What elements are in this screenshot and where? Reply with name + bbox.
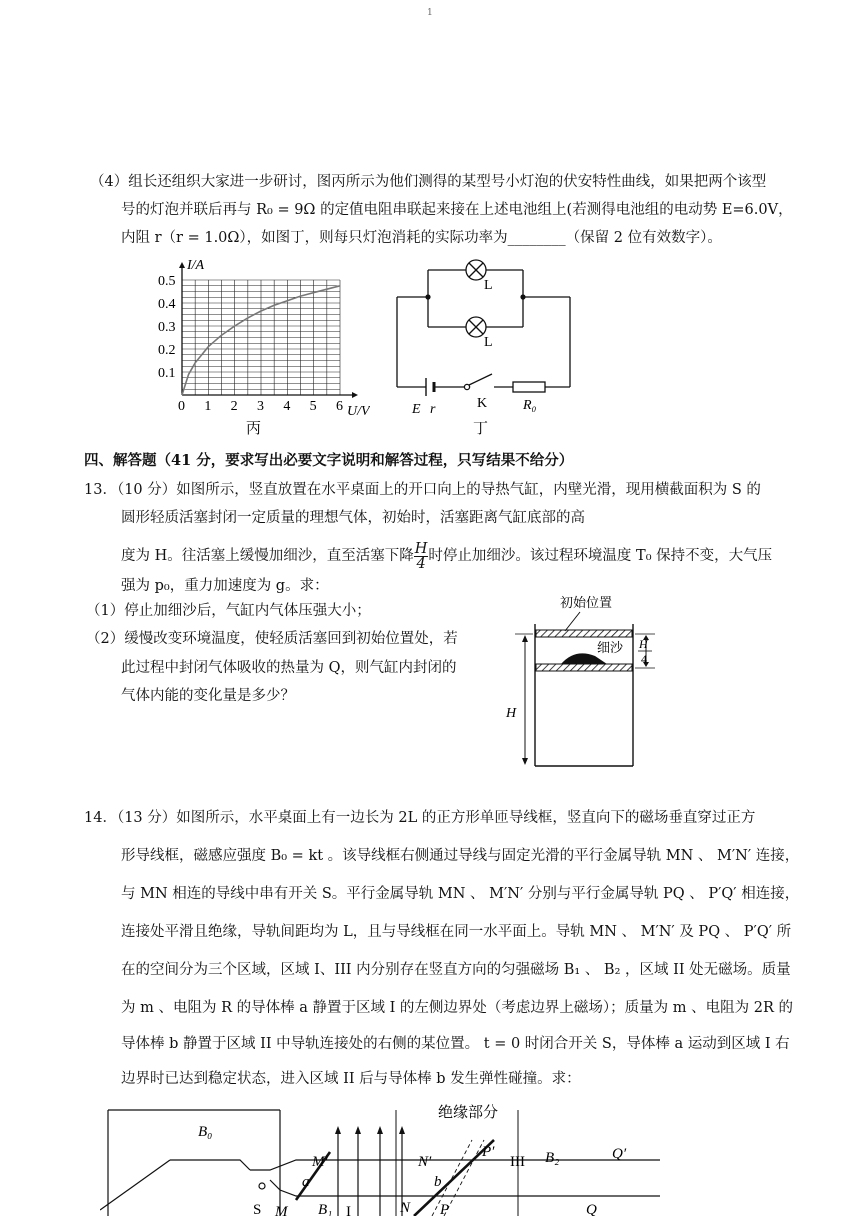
q13-line2: 圆形轻质活塞封闭一定质量的理想气体，初始时，活塞距离气缸底部的高	[121, 510, 585, 526]
initial-piston	[536, 630, 632, 637]
q14-line6: 为 m 、电阻为 R 的导体棒 a 静置于区域 I 的左侧边界处（考虑边界上磁场）；质量为 m 、电阻为 2R 的	[121, 1000, 793, 1016]
q12-4-line1: （4）组长还组织大家进一步研讨，图丙所示为他们测得的某型号小灯泡的伏安特性曲线，如果把两个该型	[90, 174, 767, 190]
x-tick-label: 2	[230, 399, 238, 414]
q-label: Q	[586, 1202, 597, 1216]
q13-part1: （1）停止加细沙后，气缸内气体压强大小；	[86, 603, 371, 619]
h-label: H	[506, 706, 517, 721]
q14-line5: 在的空间分为三个区域，区域 I、III 内分别存在竖直方向的匀强磁场 B₁ 、 B₂ ，区域 II 处无磁场。质量	[121, 962, 791, 978]
b0-label: B₀	[198, 1124, 213, 1140]
x-tick-label: 6	[336, 399, 343, 414]
q14-line1: 14．（13 分）如图所示，水平桌面上有一边长为 2L 的正方形单匝导线框，竖直向下的磁场垂直穿过正方	[84, 810, 756, 826]
x-tick-label: 0	[178, 399, 185, 414]
x-tick-label: 1	[204, 399, 212, 414]
q13-line4: 强为 p₀，重力加速度为 g。求：	[121, 578, 329, 594]
q14-line7: 导体棒 b 静置于区域 II 中导轨连接处的右侧的某位置。 t = 0 时闭合开关 S，导体棒 a 运动到区域 I 右	[121, 1036, 790, 1052]
x-tick-label: 3	[257, 399, 264, 414]
switch-icon	[469, 374, 492, 385]
y-tick-label: 0.3	[158, 320, 176, 335]
rod-a-label: a	[302, 1174, 310, 1190]
emf-label: E	[412, 402, 421, 417]
resistor-label: R₀	[523, 398, 537, 413]
piston	[536, 664, 632, 671]
b1-label: B₁	[318, 1202, 333, 1216]
q13-line1: 13．（10 分）如图所示，竖直放置在水平桌面上的开口向上的导热气缸，内壁光滑，现用横截面积为 S 的	[84, 482, 761, 498]
rod-b-label: b	[434, 1174, 442, 1190]
internal-resistance-label: r	[430, 402, 436, 417]
y-tick-label: 0.4	[158, 297, 176, 312]
sand-label: 细沙	[597, 640, 624, 655]
q13-line3	[121, 540, 772, 572]
y-tick-label: 0.5	[158, 274, 176, 289]
n-label: N	[400, 1200, 411, 1216]
q14-line8: 边界时已达到稳定状态，进入区域 II 后与导体棒 b 发生弹性碰撞。求：	[121, 1071, 581, 1087]
q14-line2: 形导线框，磁感应强度 B₀ = kt 。该导线框右侧通过导线与固定光滑的平行金属导轨 MN 、 M′N′ 连接，	[121, 848, 800, 864]
initial-position-label: 初始位置	[560, 595, 613, 610]
y-tick-label: 0.2	[158, 343, 176, 358]
x-tick-label: 5	[309, 399, 317, 414]
switch-s-label: S	[253, 1202, 262, 1216]
q13-part2a: （2）缓慢改变环境温度，使轻质活塞回到初始位置处，若	[86, 631, 458, 647]
circuit-diagram	[380, 255, 580, 437]
y-axis-label: I/A	[187, 258, 205, 273]
p-label: P	[440, 1202, 450, 1216]
cylinder-figure	[495, 590, 675, 772]
h4-den: 4	[641, 652, 647, 666]
q-prime-label: Q′	[612, 1146, 627, 1162]
q14-line3: 与 MN 相连的导线中串有开关 S。平行金属导轨 MN 、 M′N′ 分别与平行金属导轨 PQ 、 P′Q′ 相连接，	[121, 886, 800, 902]
p-prime-label: P′	[482, 1144, 495, 1160]
chart-tick-labels	[158, 274, 343, 414]
iv-curve-chart	[150, 255, 370, 437]
q13-line3a: 度为 H。往活塞上缓慢加细沙，直至活塞下降	[121, 548, 414, 564]
q14-line4: 连接处平滑且绝缘，导轨间距均为 L，且与导线框在同一水平面上。导轨 MN 、 M′N′ 及 PQ 、 P′Q′ 所	[121, 924, 792, 940]
m-prime-label: M′	[312, 1154, 328, 1170]
n-prime-label: N′	[418, 1154, 432, 1170]
page-marker: 1	[427, 8, 433, 18]
q12-4-line3: 内阻 r（r = 1.0Ω），如图丁，则每只灯泡消耗的实际功率为________（保留 2 位有效数字）。	[121, 230, 722, 246]
rails-figure	[100, 1100, 700, 1216]
b2-label: B₂	[545, 1150, 560, 1166]
chart-caption: 丙	[246, 421, 262, 437]
y-axis-arrow	[179, 262, 185, 268]
h4-num: H	[639, 637, 648, 651]
insulated-label: 绝缘部分	[438, 1105, 499, 1121]
x-axis-arrow	[352, 392, 358, 398]
section-heading: 四、解答题（41 分，要求写出必要文字说明和解答过程，只写结果不给分）	[84, 452, 574, 469]
region-i-label: I	[346, 1204, 351, 1216]
lamp-label-2: L	[484, 335, 493, 350]
lamp-label-1: L	[484, 278, 493, 293]
q12-4-line2: 号的灯泡并联后再与 R₀ = 9Ω 的定值电阻串联起来接在上述电池组上(若测得电池组的电动势 E=6.0V，	[121, 202, 793, 218]
switch-label: K	[477, 396, 488, 411]
chart-grid	[182, 280, 340, 395]
q13-part2b: 此过程中封闭气体吸收的热量为 Q，则气缸内封闭的	[121, 660, 457, 676]
q13-line3b: 时停止加细沙。该过程环境温度 T₀ 保持不变，大气压	[428, 548, 773, 564]
x-tick-label: 4	[283, 399, 291, 414]
q13-part2c: 气体内能的变化量是多少？	[121, 688, 295, 704]
circuit-caption: 丁	[473, 421, 489, 437]
m-label: M	[275, 1204, 288, 1216]
x-axis-label: U/V	[347, 404, 370, 419]
resistor-icon	[513, 382, 545, 392]
y-tick-label: 0.1	[158, 366, 176, 381]
region-iii-label: III	[510, 1154, 525, 1170]
q13-fraction: $\frac{H}{4}$	[414, 540, 428, 572]
